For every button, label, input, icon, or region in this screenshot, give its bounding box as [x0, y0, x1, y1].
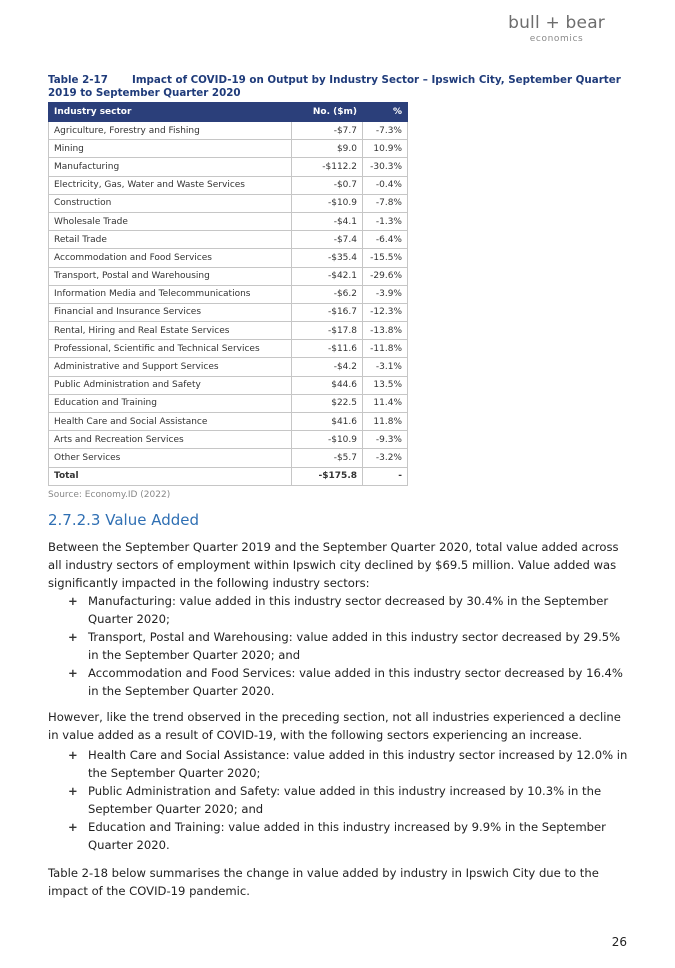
cell-industry: Education and Training: [49, 394, 292, 412]
table-header-row: [49, 103, 408, 122]
table-row: [49, 158, 408, 176]
table-row: [49, 431, 408, 449]
cell-number: -$10.9: [292, 431, 363, 449]
plus-bullet-icon: +: [68, 594, 78, 608]
cell-percent: -9.3%: [363, 431, 408, 449]
cell-industry: Electricity, Gas, Water and Waste Services: [49, 176, 292, 194]
cell-percent: -3.1%: [363, 358, 408, 376]
cell-percent: -3.2%: [363, 449, 408, 467]
decline-bullet-text: Manufacturing: value added in this industry sector decreased by 30.4% in the September Quarter 2020;: [88, 594, 609, 626]
cell-industry: Manufacturing: [49, 158, 292, 176]
increase-bullet-item: [48, 818, 633, 854]
table-caption: [48, 74, 628, 100]
cell-percent: -0.4%: [363, 176, 408, 194]
cell-number: $44.6: [292, 376, 363, 394]
logo-subtitle: economics: [529, 34, 584, 44]
cell-industry: Agriculture, Forestry and Fishing: [49, 122, 292, 140]
cell-percent: -3.9%: [363, 285, 408, 303]
paragraph-intro: Between the September Quarter 2019 and the September Quarter 2020, total value added across all industry sectors of employment within Ipswich city declined by $69.5 million. Value added was significantly impacted in the following industry sectors:: [48, 540, 619, 590]
cell-percent: 10.9%: [363, 140, 408, 158]
cell-industry: Accommodation and Food Services: [49, 249, 292, 267]
table-row: [49, 358, 408, 376]
output-impact-table: [48, 102, 408, 486]
table-row: [49, 122, 408, 140]
cell-number: -$11.6: [292, 340, 363, 358]
total-percent: -: [363, 467, 408, 485]
cell-industry: Retail Trade: [49, 231, 292, 249]
cell-industry: Professional, Scientific and Technical Services: [49, 340, 292, 358]
total-number: -$175.8: [292, 467, 363, 485]
plus-bullet-icon: +: [68, 748, 78, 762]
cell-percent: -15.5%: [363, 249, 408, 267]
decline-bullet-text: Transport, Postal and Warehousing: value added in this industry sector decreased by 29.5% in the September Quarter 2020; and: [88, 630, 621, 662]
increase-bullet-text: Health Care and Social Assistance: value added in this industry sector increased by 12.0% in the September Quarter 2020;: [88, 748, 628, 780]
decline-bullet-item: [48, 664, 633, 700]
cell-industry: Public Administration and Safety: [49, 376, 292, 394]
cell-number: -$16.7: [292, 303, 363, 321]
cell-number: $22.5: [292, 394, 363, 412]
paragraph-increase: However, like the trend observed in the preceding section, not all industries experienced a decline in value added as a result of COVID-19, with the following sectors experiencing an increase.: [48, 710, 621, 742]
plus-bullet-icon: +: [68, 820, 78, 834]
cell-percent: -1.3%: [363, 212, 408, 230]
header-industry-sector: Industry sector: [49, 103, 292, 122]
cell-percent: 13.5%: [363, 376, 408, 394]
cell-number: -$7.4: [292, 231, 363, 249]
table-row: [49, 394, 408, 412]
table-row: [49, 231, 408, 249]
table-row: [49, 340, 408, 358]
cell-percent: -7.3%: [363, 122, 408, 140]
table-row: [49, 249, 408, 267]
table-row: [49, 322, 408, 340]
table-row: [49, 267, 408, 285]
cell-industry: Information Media and Telecommunications: [49, 285, 292, 303]
cell-number: -$5.7: [292, 449, 363, 467]
plus-bullet-icon: +: [68, 784, 78, 798]
company-logo: [508, 14, 605, 44]
table-row: [49, 285, 408, 303]
decline-bullet-text: Accommodation and Food Services: value added in this industry sector decreased by 16.4% in the September Quarter 2020.: [88, 666, 623, 698]
cell-percent: -11.8%: [363, 340, 408, 358]
cell-percent: -30.3%: [363, 158, 408, 176]
cell-number: -$4.2: [292, 358, 363, 376]
cell-percent: -7.8%: [363, 194, 408, 212]
table-number: Table 2-17: [48, 74, 108, 86]
section-heading: 2.7.2.3 Value Added: [48, 511, 199, 529]
cell-industry: Administrative and Support Services: [49, 358, 292, 376]
cell-industry: Wholesale Trade: [49, 212, 292, 230]
cell-industry: Rental, Hiring and Real Estate Services: [49, 322, 292, 340]
plus-bullet-icon: +: [68, 630, 78, 644]
cell-number: $41.6: [292, 413, 363, 431]
table-row: [49, 176, 408, 194]
table-source: Source: Economy.ID (2022): [48, 490, 171, 500]
table-title: Impact of COVID-19 on Output by Industry Sector – Ipswich City, September Quarter 2019 to September Quarter 2020: [48, 74, 621, 99]
cell-percent: 11.8%: [363, 413, 408, 431]
cell-number: -$35.4: [292, 249, 363, 267]
cell-number: -$0.7: [292, 176, 363, 194]
increase-bullet-list: [48, 746, 633, 854]
cell-industry: Construction: [49, 194, 292, 212]
table-total-row: [49, 467, 408, 485]
cell-industry: Other Services: [49, 449, 292, 467]
logo-wordmark: bull + bear: [508, 13, 605, 33]
cell-number: -$7.7: [292, 122, 363, 140]
cell-number: -$10.9: [292, 194, 363, 212]
decline-bullet-item: [48, 628, 633, 664]
plus-bullet-icon: +: [68, 666, 78, 680]
table-row: [49, 212, 408, 230]
cell-number: -$17.8: [292, 322, 363, 340]
table-row: [49, 194, 408, 212]
table-row: [49, 303, 408, 321]
cell-number: $9.0: [292, 140, 363, 158]
table-row: [49, 449, 408, 467]
cell-number: -$42.1: [292, 267, 363, 285]
cell-number: -$6.2: [292, 285, 363, 303]
paragraph-summary: Table 2-18 below summarises the change in value added by industry in Ipswich City due to the impact of the COVID-19 pandemic.: [48, 866, 599, 898]
cell-percent: 11.4%: [363, 394, 408, 412]
increase-bullet-text: Public Administration and Safety: value added in this industry increased by 10.3% in the September Quarter 2020; and: [88, 784, 602, 816]
cell-number: -$112.2: [292, 158, 363, 176]
cell-percent: -12.3%: [363, 303, 408, 321]
cell-industry: Transport, Postal and Warehousing: [49, 267, 292, 285]
decline-bullet-item: [48, 592, 633, 628]
cell-percent: -29.6%: [363, 267, 408, 285]
table-row: [49, 140, 408, 158]
cell-industry: Arts and Recreation Services: [49, 431, 292, 449]
cell-industry: Health Care and Social Assistance: [49, 413, 292, 431]
table-row: [49, 413, 408, 431]
increase-bullet-item: [48, 746, 633, 782]
cell-number: -$4.1: [292, 212, 363, 230]
total-label: Total: [49, 467, 292, 485]
increase-bullet-item: [48, 782, 633, 818]
cell-percent: -6.4%: [363, 231, 408, 249]
header-number: No. ($m): [292, 103, 363, 122]
header-percent: %: [363, 103, 408, 122]
table-body: [49, 122, 408, 486]
increase-bullet-text: Education and Training: value added in this industry increased by 9.9% in the September Quarter 2020.: [88, 820, 606, 852]
table-row: [49, 376, 408, 394]
cell-industry: Mining: [49, 140, 292, 158]
cell-industry: Financial and Insurance Services: [49, 303, 292, 321]
decline-bullet-list: [48, 592, 633, 700]
page-number: 26: [611, 935, 627, 949]
cell-percent: -13.8%: [363, 322, 408, 340]
